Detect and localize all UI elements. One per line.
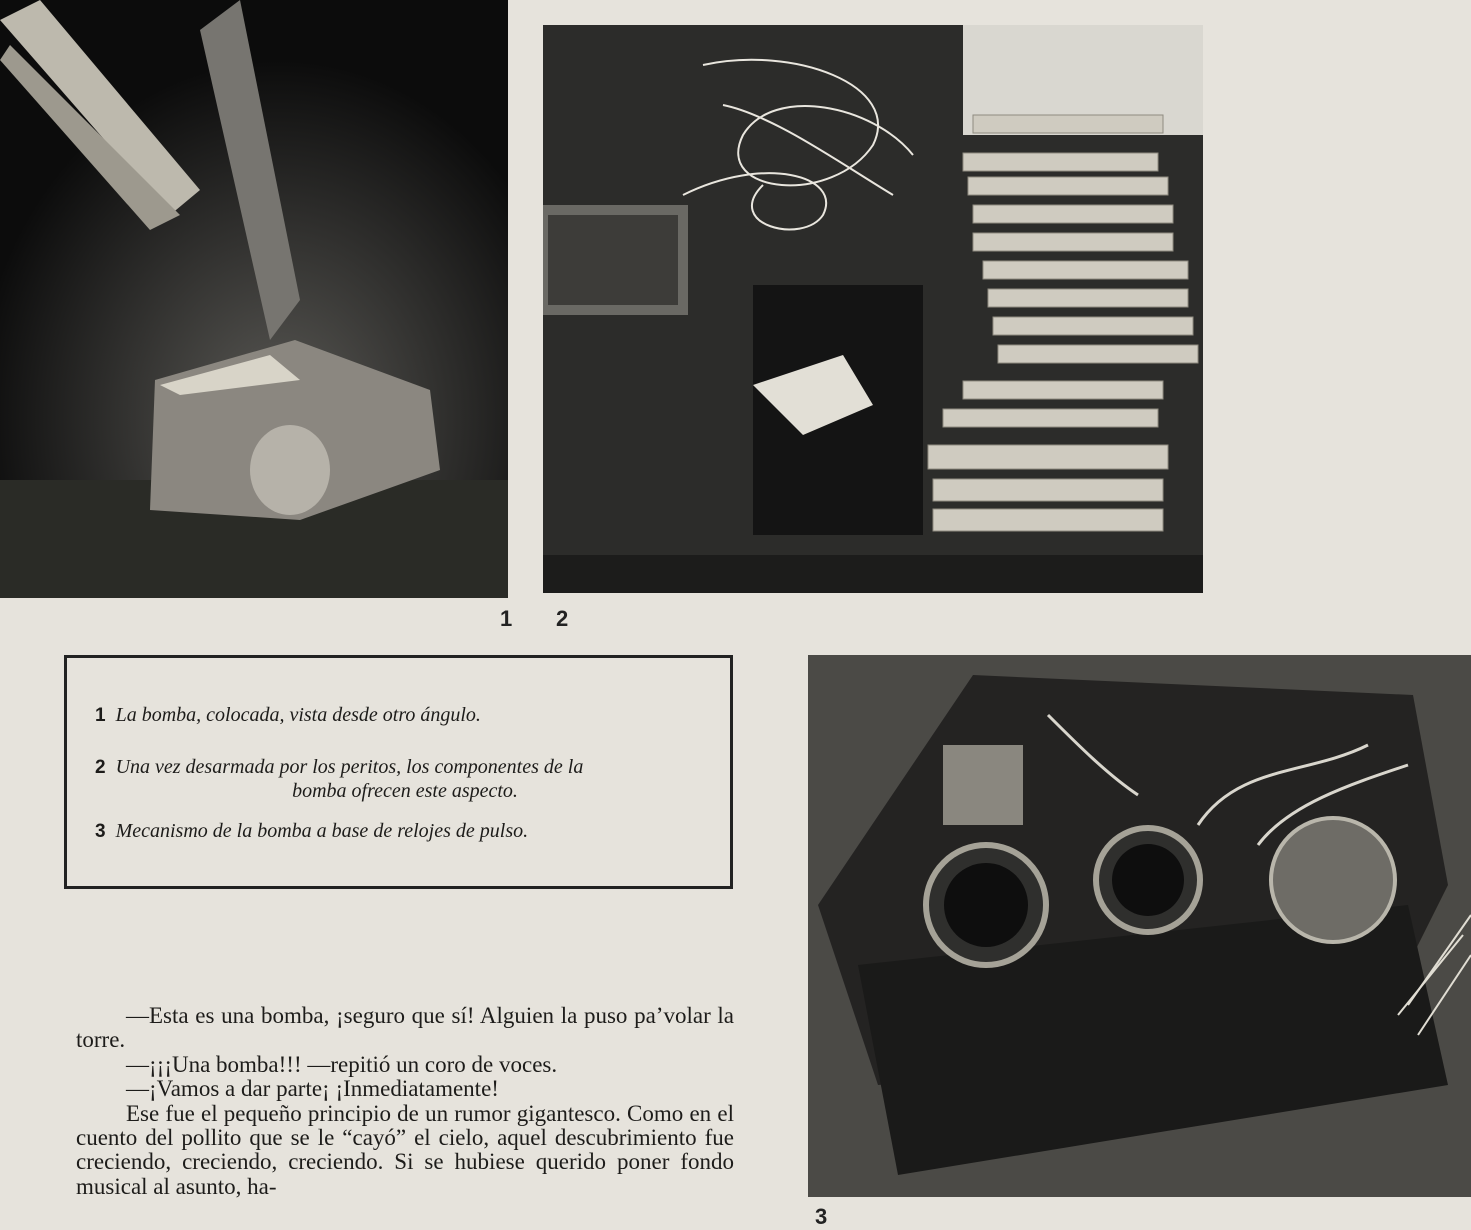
photo-number-1: 1 <box>500 606 513 631</box>
caption-3 <box>95 820 528 843</box>
photo-1-image <box>0 0 508 598</box>
caption-3-text: Mecanismo de la bomba a base de relojes de pulso. <box>115 820 529 842</box>
photo-2-image <box>543 25 1203 593</box>
paragraph-3: —¡Vamos a dar parte¡ ¡Inmediatamente! <box>126 1076 499 1102</box>
photo-3-image <box>808 655 1471 1197</box>
photo-bomb-components <box>543 25 1203 593</box>
caption-2-text-line1: Una vez desarmada por los peritos, los componentes de la <box>115 756 584 778</box>
caption-box <box>64 655 733 889</box>
photo-bomb-mechanism <box>808 655 1471 1197</box>
caption-1-text: La bomba, colocada, vista desde otro ángulo. <box>115 704 481 726</box>
caption-3-number: 3 <box>95 821 106 842</box>
photo-bomb-placed <box>0 0 508 598</box>
article-body <box>76 1004 734 1199</box>
caption-2-number: 2 <box>95 757 106 778</box>
caption-2-text-line2: bomba ofrecen este aspecto. <box>292 780 518 802</box>
paragraph-4: Ese fue el pequeño principio de un rumor gigantesco. Como en el cuento del pollito que se le “cayó” el cielo, aquel descubrimiento fue creciendo, creciendo, creciendo. Si se hubiese querido poner fondo musical al asunto, ha- <box>76 1100 734 1199</box>
paragraph-2: —¡¡¡Una bomba!!! —repitió un coro de voces. <box>126 1051 558 1077</box>
photo-number-2: 2 <box>556 606 569 631</box>
caption-1 <box>95 704 481 727</box>
photo-number-3: 3 <box>815 1204 828 1229</box>
caption-2 <box>95 756 715 802</box>
paragraph-1: —Esta es una bomba, ¡seguro que sí! Alguien la puso pa’volar la torre. <box>76 1003 734 1053</box>
caption-1-number: 1 <box>95 705 106 726</box>
